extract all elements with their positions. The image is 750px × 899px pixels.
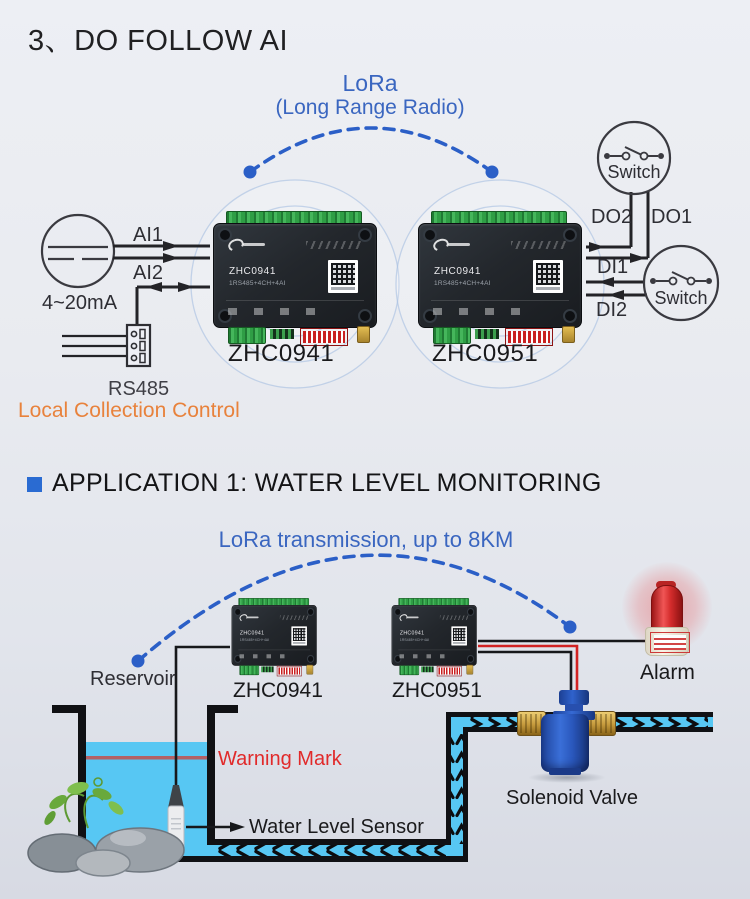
caption-zhc0951: ZHC0951	[432, 340, 539, 367]
bottom-row	[233, 664, 315, 674]
pin-header-icon	[421, 666, 433, 672]
caption-zhc0941: ZHC0941	[228, 340, 335, 367]
qr-code-icon	[533, 260, 563, 293]
label-switch-bottom: Switch	[654, 288, 708, 308]
lora-link-arc-2	[132, 555, 577, 667]
screw-icon	[563, 309, 577, 323]
device-body	[392, 605, 477, 666]
label-ai1: AI1	[133, 224, 164, 246]
caption-zhc0941-2: ZHC0941	[233, 679, 323, 702]
warning-mark-line	[80, 756, 207, 760]
groove	[431, 300, 569, 301]
brand-logo-icon	[243, 243, 265, 246]
antenna-connector-icon	[357, 326, 370, 343]
port-labels	[433, 308, 537, 315]
alarm-beacon-icon	[651, 585, 683, 632]
valve-flange	[549, 768, 581, 775]
port-labels	[399, 654, 453, 658]
lora-subtitle: (Long Range Radio)	[275, 96, 465, 119]
port-labels	[228, 308, 332, 315]
control-wires	[478, 641, 651, 693]
device-face-model: ZHC0941	[434, 266, 481, 277]
page-title: 3、DO FOLLOW AI	[28, 25, 288, 57]
device-body	[232, 605, 317, 666]
terminal-block-icon	[239, 665, 259, 675]
qr-code-icon	[451, 626, 467, 645]
vent-hatch-icon	[306, 241, 362, 249]
screw-icon	[467, 655, 474, 663]
screw-icon	[358, 309, 372, 323]
screw-icon	[423, 228, 437, 242]
terminal-block-icon	[399, 665, 419, 675]
pin-header-icon	[475, 329, 499, 339]
qr-code-icon	[291, 626, 307, 645]
antenna-connector-icon	[306, 665, 313, 675]
label-ai2: AI2	[133, 262, 164, 284]
valve-cable-connector	[559, 690, 589, 705]
label-di2: DI2	[596, 299, 628, 321]
caption-zhc0951-2: ZHC0951	[392, 679, 482, 702]
switch-icon-top	[598, 122, 670, 194]
brand-logo-icon	[448, 243, 470, 246]
device-face-spec: 1RS485+4CH+4AI	[434, 280, 491, 287]
device-face-model: ZHC0941	[229, 266, 276, 277]
lora-link-arc	[244, 128, 499, 179]
label-alarm: Alarm	[640, 661, 695, 684]
qr-code-icon	[328, 260, 358, 293]
groove	[398, 650, 470, 651]
label-reservoir: Reservoir	[90, 668, 176, 690]
application-subtitle: LoRa transmission, up to 8KM	[218, 527, 514, 552]
screw-icon	[218, 228, 232, 242]
antenna-connector-icon	[562, 326, 575, 343]
label-switch-top: Switch	[607, 162, 661, 182]
current-sensor-icon	[42, 215, 114, 287]
device-photo-zhc0941-small	[230, 598, 318, 675]
pin-header-icon	[270, 329, 294, 339]
label-di1: DI1	[597, 256, 629, 278]
device-face-spec: 1RS485+4CH+4AI	[239, 638, 270, 643]
label-solenoid-valve: Solenoid Valve	[506, 787, 638, 809]
device-photo-zhc0941	[210, 211, 380, 343]
device-face-model: ZHC0941	[399, 629, 425, 637]
label-local-collection-control: Local Collection Control	[18, 399, 240, 422]
bottom-row	[393, 664, 475, 674]
dip-switch-icon	[437, 666, 462, 676]
lora-title: LoRa	[342, 70, 398, 96]
section-bullet-icon	[27, 477, 42, 492]
brand-logo-icon	[247, 617, 258, 619]
screw-icon	[358, 228, 372, 242]
dip-switch-icon	[277, 666, 302, 676]
label-do2: DO2	[591, 206, 633, 228]
groove	[226, 300, 364, 301]
device-face-model: ZHC0941	[239, 629, 265, 637]
rs485-connector-icon	[62, 325, 150, 366]
application-title: APPLICATION 1: WATER LEVEL MONITORING	[52, 469, 602, 497]
port-labels	[239, 654, 293, 658]
label-warning-mark: Warning Mark	[218, 748, 342, 770]
antenna-connector-icon	[466, 665, 473, 675]
device-face-spec: 1RS485+4CH+4AI	[229, 280, 286, 287]
vent-hatch-icon	[511, 241, 567, 249]
device-body	[418, 223, 582, 328]
device-body	[213, 223, 377, 328]
device-face-spec: 1RS485+4CH+4AI	[399, 638, 430, 643]
label-sensor-range: 4~20mA	[42, 292, 118, 314]
solenoid-valve-icon	[541, 714, 589, 772]
alarm-label-sticker	[650, 632, 690, 653]
label-rs485: RS485	[108, 378, 170, 400]
screw-icon	[563, 228, 577, 242]
label-do1: DO1	[651, 206, 693, 228]
vent-hatch-icon	[440, 615, 469, 620]
device-photo-zhc0951	[415, 211, 585, 343]
label-water-level-sensor: Water Level Sensor	[249, 816, 424, 838]
groove	[238, 650, 310, 651]
pin-header-icon	[261, 666, 273, 672]
brand-logo-icon	[407, 617, 418, 619]
vent-hatch-icon	[280, 615, 309, 620]
screw-icon	[307, 655, 314, 663]
device-photo-zhc0951-small	[390, 598, 478, 675]
